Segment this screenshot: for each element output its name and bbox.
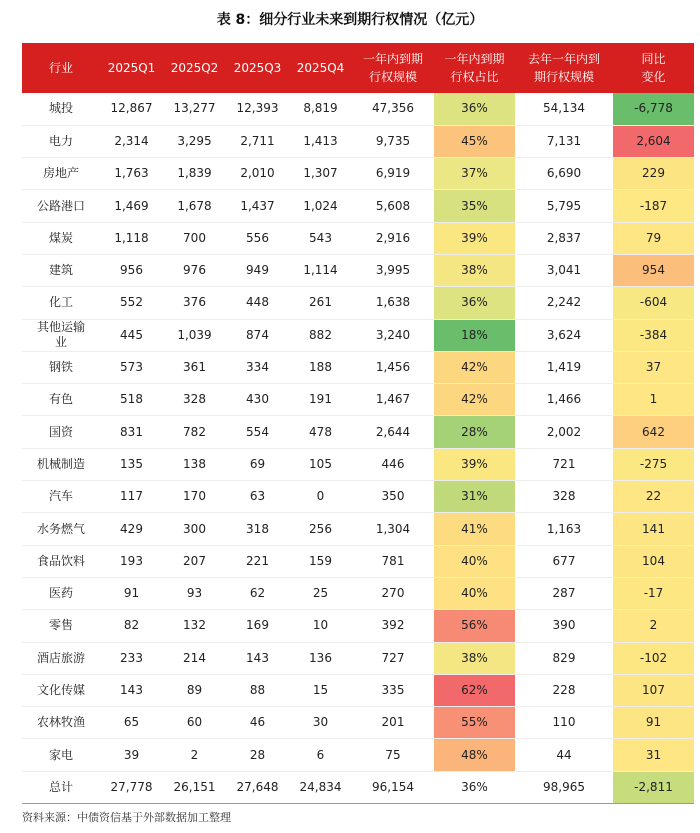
q4-cell: 10 bbox=[289, 610, 352, 642]
q3-cell: 318 bbox=[226, 513, 289, 545]
q4-cell: 136 bbox=[289, 642, 352, 674]
column-header: 2025Q3 bbox=[226, 43, 289, 93]
industry-cell: 文化传媒 bbox=[22, 674, 100, 706]
q1-cell: 82 bbox=[100, 610, 163, 642]
q1-cell: 1,118 bbox=[100, 222, 163, 254]
ratio-cell: 38% bbox=[434, 254, 515, 286]
scale-cell: 1,638 bbox=[352, 287, 434, 319]
table-row bbox=[22, 448, 694, 480]
ratio-cell: 36% bbox=[434, 287, 515, 319]
industry-cell: 汽车 bbox=[22, 481, 100, 513]
q2-cell: 2 bbox=[163, 739, 226, 771]
industry-cell: 机械制造 bbox=[22, 448, 100, 480]
ratio-cell: 37% bbox=[434, 158, 515, 190]
last-year-cell: 44 bbox=[515, 739, 613, 771]
q4-cell: 159 bbox=[289, 545, 352, 577]
q2-cell: 89 bbox=[163, 674, 226, 706]
table-row bbox=[22, 190, 694, 222]
q2-cell: 376 bbox=[163, 287, 226, 319]
last-year-cell: 98,965 bbox=[515, 771, 613, 803]
table-row bbox=[22, 319, 694, 351]
q3-cell: 448 bbox=[226, 287, 289, 319]
column-header: 一年内到期 行权规模 bbox=[352, 43, 434, 93]
yoy-cell: -6,778 bbox=[613, 93, 694, 125]
q2-cell: 328 bbox=[163, 384, 226, 416]
q1-cell: 135 bbox=[100, 448, 163, 480]
source-note: 资料来源：中债资信基于外部数据加工整理 bbox=[22, 811, 231, 824]
industry-maturity-table bbox=[22, 43, 694, 804]
table-row bbox=[22, 93, 694, 125]
q3-cell: 874 bbox=[226, 319, 289, 351]
industry-cell: 其他运输 业 bbox=[22, 319, 100, 351]
q4-cell: 191 bbox=[289, 384, 352, 416]
scale-cell: 1,304 bbox=[352, 513, 434, 545]
yoy-cell: 31 bbox=[613, 739, 694, 771]
q2-cell: 207 bbox=[163, 545, 226, 577]
table-row bbox=[22, 642, 694, 674]
ratio-cell: 39% bbox=[434, 448, 515, 480]
scale-cell: 335 bbox=[352, 674, 434, 706]
ratio-cell: 39% bbox=[434, 222, 515, 254]
scale-cell: 96,154 bbox=[352, 771, 434, 803]
last-year-cell: 1,163 bbox=[515, 513, 613, 545]
industry-cell: 水务燃气 bbox=[22, 513, 100, 545]
q3-cell: 46 bbox=[226, 707, 289, 739]
scale-cell: 2,916 bbox=[352, 222, 434, 254]
column-header: 同比 变化 bbox=[613, 43, 694, 93]
scale-cell: 201 bbox=[352, 707, 434, 739]
q3-cell: 62 bbox=[226, 577, 289, 609]
industry-cell: 钢铁 bbox=[22, 351, 100, 383]
industry-cell: 城投 bbox=[22, 93, 100, 125]
last-year-cell: 2,002 bbox=[515, 416, 613, 448]
scale-cell: 6,919 bbox=[352, 158, 434, 190]
q2-cell: 782 bbox=[163, 416, 226, 448]
industry-cell: 酒店旅游 bbox=[22, 642, 100, 674]
yoy-cell: -275 bbox=[613, 448, 694, 480]
q1-cell: 552 bbox=[100, 287, 163, 319]
q4-cell: 882 bbox=[289, 319, 352, 351]
scale-cell: 3,995 bbox=[352, 254, 434, 286]
yoy-cell: 2,604 bbox=[613, 125, 694, 157]
table-row bbox=[22, 254, 694, 286]
scale-cell: 75 bbox=[352, 739, 434, 771]
yoy-cell: -102 bbox=[613, 642, 694, 674]
last-year-cell: 228 bbox=[515, 674, 613, 706]
industry-cell: 国资 bbox=[22, 416, 100, 448]
yoy-cell: 91 bbox=[613, 707, 694, 739]
scale-cell: 446 bbox=[352, 448, 434, 480]
table-row bbox=[22, 610, 694, 642]
q2-cell: 214 bbox=[163, 642, 226, 674]
industry-cell: 公路港口 bbox=[22, 190, 100, 222]
q4-cell: 8,819 bbox=[289, 93, 352, 125]
industry-cell: 家电 bbox=[22, 739, 100, 771]
q1-cell: 233 bbox=[100, 642, 163, 674]
q3-cell: 556 bbox=[226, 222, 289, 254]
q2-cell: 1,039 bbox=[163, 319, 226, 351]
scale-cell: 3,240 bbox=[352, 319, 434, 351]
scale-cell: 1,467 bbox=[352, 384, 434, 416]
q3-cell: 334 bbox=[226, 351, 289, 383]
q4-cell: 543 bbox=[289, 222, 352, 254]
last-year-cell: 7,131 bbox=[515, 125, 613, 157]
scale-cell: 727 bbox=[352, 642, 434, 674]
table-body bbox=[22, 93, 694, 804]
q1-cell: 573 bbox=[100, 351, 163, 383]
column-header: 2025Q2 bbox=[163, 43, 226, 93]
industry-cell: 化工 bbox=[22, 287, 100, 319]
q1-cell: 956 bbox=[100, 254, 163, 286]
q1-cell: 91 bbox=[100, 577, 163, 609]
q1-cell: 27,778 bbox=[100, 771, 163, 803]
industry-cell: 食品饮料 bbox=[22, 545, 100, 577]
last-year-cell: 2,837 bbox=[515, 222, 613, 254]
table-row bbox=[22, 351, 694, 383]
q4-cell: 15 bbox=[289, 674, 352, 706]
q2-cell: 361 bbox=[163, 351, 226, 383]
ratio-cell: 56% bbox=[434, 610, 515, 642]
scale-cell: 9,735 bbox=[352, 125, 434, 157]
industry-cell: 煤炭 bbox=[22, 222, 100, 254]
last-year-cell: 721 bbox=[515, 448, 613, 480]
yoy-cell: 22 bbox=[613, 481, 694, 513]
industry-cell: 农林牧渔 bbox=[22, 707, 100, 739]
q1-cell: 518 bbox=[100, 384, 163, 416]
ratio-cell: 48% bbox=[434, 739, 515, 771]
yoy-cell: 954 bbox=[613, 254, 694, 286]
table-row bbox=[22, 287, 694, 319]
q3-cell: 69 bbox=[226, 448, 289, 480]
yoy-cell: -187 bbox=[613, 190, 694, 222]
q1-cell: 143 bbox=[100, 674, 163, 706]
column-header: 2025Q4 bbox=[289, 43, 352, 93]
q1-cell: 65 bbox=[100, 707, 163, 739]
q2-cell: 60 bbox=[163, 707, 226, 739]
ratio-cell: 42% bbox=[434, 351, 515, 383]
ratio-cell: 18% bbox=[434, 319, 515, 351]
q2-cell: 13,277 bbox=[163, 93, 226, 125]
q4-cell: 24,834 bbox=[289, 771, 352, 803]
yoy-cell: 2 bbox=[613, 610, 694, 642]
q1-cell: 12,867 bbox=[100, 93, 163, 125]
ratio-cell: 55% bbox=[434, 707, 515, 739]
ratio-cell: 38% bbox=[434, 642, 515, 674]
ratio-cell: 36% bbox=[434, 93, 515, 125]
yoy-cell: 229 bbox=[613, 158, 694, 190]
last-year-cell: 1,419 bbox=[515, 351, 613, 383]
yoy-cell: 642 bbox=[613, 416, 694, 448]
q4-cell: 0 bbox=[289, 481, 352, 513]
q4-cell: 1,024 bbox=[289, 190, 352, 222]
table-row bbox=[22, 125, 694, 157]
table-row bbox=[22, 384, 694, 416]
table-row bbox=[22, 707, 694, 739]
yoy-cell: -384 bbox=[613, 319, 694, 351]
scale-cell: 270 bbox=[352, 577, 434, 609]
column-header: 一年内到期 行权占比 bbox=[434, 43, 515, 93]
table-row bbox=[22, 674, 694, 706]
column-header: 去年一年内到 期行权规模 bbox=[515, 43, 613, 93]
q3-cell: 63 bbox=[226, 481, 289, 513]
ratio-cell: 62% bbox=[434, 674, 515, 706]
yoy-cell: -17 bbox=[613, 577, 694, 609]
q4-cell: 30 bbox=[289, 707, 352, 739]
last-year-cell: 390 bbox=[515, 610, 613, 642]
q3-cell: 430 bbox=[226, 384, 289, 416]
scale-cell: 350 bbox=[352, 481, 434, 513]
scale-cell: 47,356 bbox=[352, 93, 434, 125]
industry-cell: 总计 bbox=[22, 771, 100, 803]
industry-cell: 零售 bbox=[22, 610, 100, 642]
last-year-cell: 3,624 bbox=[515, 319, 613, 351]
last-year-cell: 829 bbox=[515, 642, 613, 674]
q1-cell: 193 bbox=[100, 545, 163, 577]
yoy-cell: 37 bbox=[613, 351, 694, 383]
q2-cell: 170 bbox=[163, 481, 226, 513]
table-row bbox=[22, 545, 694, 577]
q3-cell: 88 bbox=[226, 674, 289, 706]
yoy-cell: 107 bbox=[613, 674, 694, 706]
q3-cell: 143 bbox=[226, 642, 289, 674]
last-year-cell: 5,795 bbox=[515, 190, 613, 222]
q2-cell: 3,295 bbox=[163, 125, 226, 157]
industry-cell: 电力 bbox=[22, 125, 100, 157]
table-row bbox=[22, 158, 694, 190]
q1-cell: 2,314 bbox=[100, 125, 163, 157]
ratio-cell: 40% bbox=[434, 545, 515, 577]
q1-cell: 1,469 bbox=[100, 190, 163, 222]
q4-cell: 1,114 bbox=[289, 254, 352, 286]
q4-cell: 478 bbox=[289, 416, 352, 448]
last-year-cell: 1,466 bbox=[515, 384, 613, 416]
q2-cell: 300 bbox=[163, 513, 226, 545]
q1-cell: 117 bbox=[100, 481, 163, 513]
scale-cell: 781 bbox=[352, 545, 434, 577]
scale-cell: 1,456 bbox=[352, 351, 434, 383]
last-year-cell: 110 bbox=[515, 707, 613, 739]
industry-cell: 房地产 bbox=[22, 158, 100, 190]
last-year-cell: 3,041 bbox=[515, 254, 613, 286]
q1-cell: 831 bbox=[100, 416, 163, 448]
last-year-cell: 328 bbox=[515, 481, 613, 513]
ratio-cell: 40% bbox=[434, 577, 515, 609]
q4-cell: 1,413 bbox=[289, 125, 352, 157]
q4-cell: 105 bbox=[289, 448, 352, 480]
q4-cell: 1,307 bbox=[289, 158, 352, 190]
last-year-cell: 54,134 bbox=[515, 93, 613, 125]
q2-cell: 26,151 bbox=[163, 771, 226, 803]
q4-cell: 188 bbox=[289, 351, 352, 383]
q3-cell: 28 bbox=[226, 739, 289, 771]
yoy-cell: 141 bbox=[613, 513, 694, 545]
ratio-cell: 45% bbox=[434, 125, 515, 157]
q1-cell: 429 bbox=[100, 513, 163, 545]
column-header: 2025Q1 bbox=[100, 43, 163, 93]
q3-cell: 2,711 bbox=[226, 125, 289, 157]
q4-cell: 25 bbox=[289, 577, 352, 609]
table-row bbox=[22, 513, 694, 545]
q1-cell: 1,763 bbox=[100, 158, 163, 190]
q2-cell: 1,839 bbox=[163, 158, 226, 190]
last-year-cell: 677 bbox=[515, 545, 613, 577]
q3-cell: 949 bbox=[226, 254, 289, 286]
ratio-cell: 35% bbox=[434, 190, 515, 222]
table-row bbox=[22, 481, 694, 513]
q2-cell: 1,678 bbox=[163, 190, 226, 222]
column-header: 行业 bbox=[22, 43, 100, 93]
ratio-cell: 41% bbox=[434, 513, 515, 545]
scale-cell: 2,644 bbox=[352, 416, 434, 448]
industry-cell: 建筑 bbox=[22, 254, 100, 286]
header-row bbox=[22, 43, 694, 93]
q4-cell: 6 bbox=[289, 739, 352, 771]
yoy-cell: 1 bbox=[613, 384, 694, 416]
industry-cell: 医药 bbox=[22, 577, 100, 609]
q3-cell: 554 bbox=[226, 416, 289, 448]
table-row bbox=[22, 739, 694, 771]
q1-cell: 39 bbox=[100, 739, 163, 771]
last-year-cell: 2,242 bbox=[515, 287, 613, 319]
yoy-cell: 104 bbox=[613, 545, 694, 577]
table-row bbox=[22, 222, 694, 254]
q2-cell: 132 bbox=[163, 610, 226, 642]
q3-cell: 1,437 bbox=[226, 190, 289, 222]
scale-cell: 392 bbox=[352, 610, 434, 642]
yoy-cell: -2,811 bbox=[613, 771, 694, 803]
q3-cell: 169 bbox=[226, 610, 289, 642]
last-year-cell: 6,690 bbox=[515, 158, 613, 190]
q1-cell: 445 bbox=[100, 319, 163, 351]
ratio-cell: 36% bbox=[434, 771, 515, 803]
table-title: 表 8：细分行业未来到期行权情况（亿元） bbox=[216, 12, 484, 28]
table-row bbox=[22, 416, 694, 448]
q2-cell: 138 bbox=[163, 448, 226, 480]
q4-cell: 261 bbox=[289, 287, 352, 319]
q4-cell: 256 bbox=[289, 513, 352, 545]
q3-cell: 2,010 bbox=[226, 158, 289, 190]
table-row bbox=[22, 577, 694, 609]
q3-cell: 27,648 bbox=[226, 771, 289, 803]
industry-cell: 有色 bbox=[22, 384, 100, 416]
q3-cell: 221 bbox=[226, 545, 289, 577]
ratio-cell: 31% bbox=[434, 481, 515, 513]
last-year-cell: 287 bbox=[515, 577, 613, 609]
q2-cell: 700 bbox=[163, 222, 226, 254]
q3-cell: 12,393 bbox=[226, 93, 289, 125]
ratio-cell: 28% bbox=[434, 416, 515, 448]
q2-cell: 93 bbox=[163, 577, 226, 609]
total-row bbox=[22, 771, 694, 803]
ratio-cell: 42% bbox=[434, 384, 515, 416]
q2-cell: 976 bbox=[163, 254, 226, 286]
yoy-cell: -604 bbox=[613, 287, 694, 319]
yoy-cell: 79 bbox=[613, 222, 694, 254]
scale-cell: 5,608 bbox=[352, 190, 434, 222]
